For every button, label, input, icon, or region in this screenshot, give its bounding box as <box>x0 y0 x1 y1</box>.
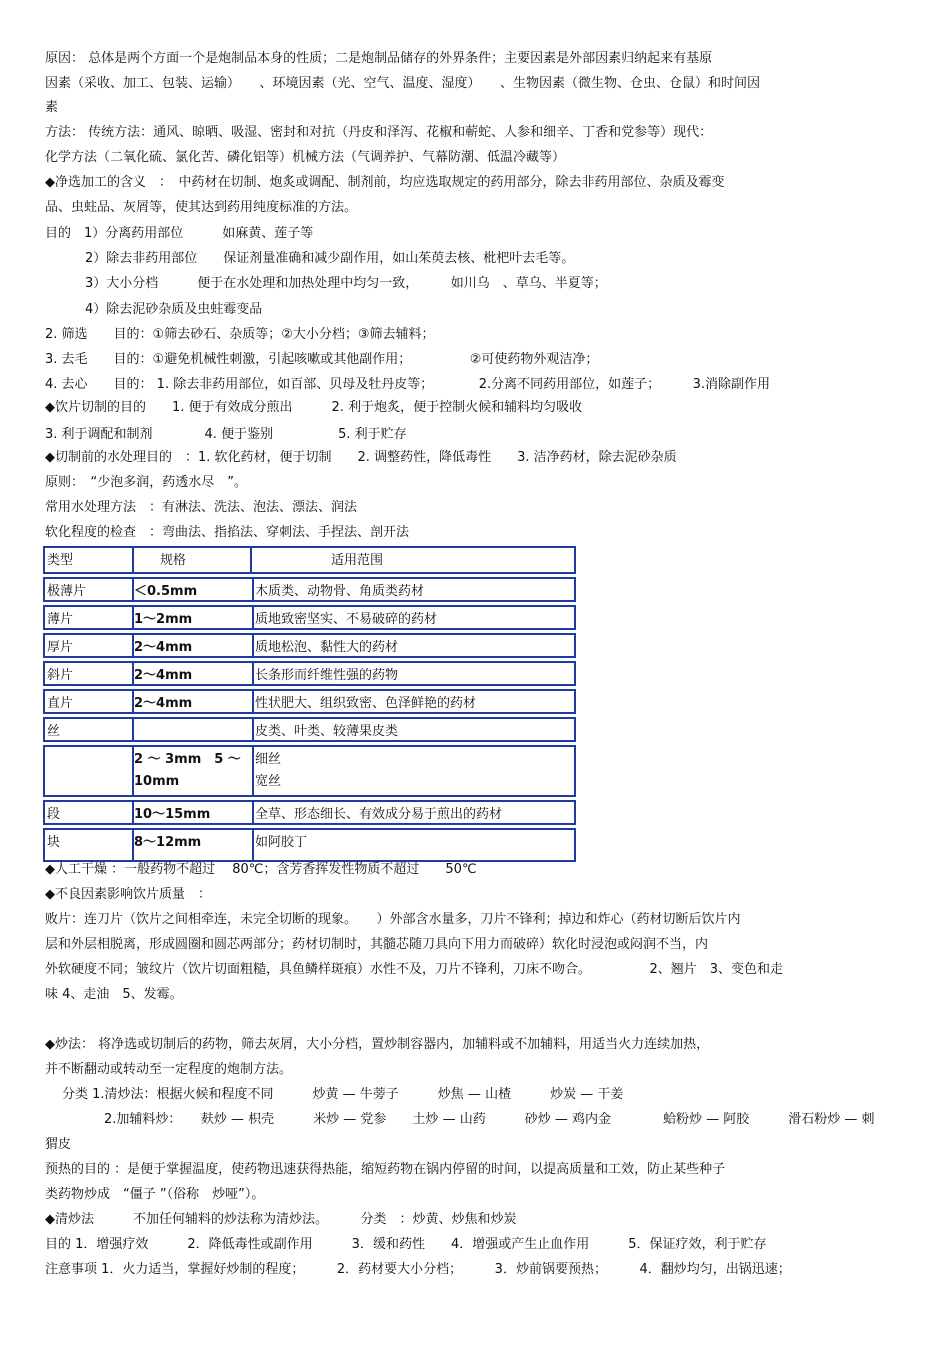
cell-type: 丝 <box>47 719 134 740</box>
cell-spec-line: 2 ～ 3mm 5 ～ <box>134 752 241 767</box>
header-type: 类型 <box>47 548 134 572</box>
header-spec: 规格 <box>134 548 252 572</box>
cell-type: 块 <box>47 830 134 860</box>
cell-use: 长条形而纤维性强的药物 <box>255 668 399 683</box>
table-header-row <box>43 546 576 574</box>
text-line: 软化程度的检查 ：弯曲法、指掐法、穿刺法、手捏法、剖开法 <box>45 525 410 540</box>
text-line: 注意事项 1．火力适当，掌握好炒制的程度； 2．药材要大小分档； 3．炒前锅要预热； 4．翻炒均匀，出锅迅速； <box>45 1262 791 1277</box>
slice-spec-table <box>43 546 576 865</box>
text-line: 方法： 传统方法：通风、晾晒、吸湿、密封和对抗（丹皮和泽泻、花椒和蕲蛇、人参和细辛、丁香和党参等）现代： <box>45 125 713 140</box>
cell-spec <box>134 747 254 795</box>
text-line: 2）除去非药用部位 保证剂量准确和减少副作用，如山茱萸去核、枇杷叶去毛等。 <box>85 251 575 266</box>
table-row <box>43 605 576 630</box>
cell-spec: 2～4mm <box>134 691 254 712</box>
cell-type: 斜片 <box>47 663 134 684</box>
cell-use: 皮类、叶类、较薄果皮类 <box>255 724 399 739</box>
cell-use: 如阿胶丁 <box>255 835 308 850</box>
text-line: 层和外层相脱离，形成圆圈和圆芯两部分；药材切制时，其髓芯随刀具向下用力而破碎）软化时浸泡或闷润不当，内 <box>45 937 709 952</box>
text-line: ◆人工干燥 ：一般药物不超过 80℃；含芳香挥发性物质不超过 50℃ <box>45 862 477 877</box>
cell-use: 全草、形态细长、有效成分易于煎出的药材 <box>255 807 503 822</box>
cell-spec: 8～12mm <box>134 830 254 860</box>
cell-use: 质地松泡、黏性大的药材 <box>255 640 399 655</box>
cell-type: 段 <box>47 802 134 823</box>
text-line: 败片：连刀片（饮片之间相牵连，未完全切断的现象。 ）外部含水量多，刀片不锋利；掉边和炸心（药材切断后饮片内 <box>45 912 741 927</box>
cell-use: 木质类、动物骨、角质类药材 <box>255 584 425 599</box>
cell-use-line: 细丝 <box>255 752 282 767</box>
text-line: ◆清炒法 不加任何辅料的炒法称为清炒法。 分类 ：炒黄、炒焦和炒炭 <box>45 1212 517 1227</box>
cell-spec <box>134 719 254 740</box>
text-line: ◆饮片切制的目的 1. 便于有效成分煎出 2. 利于炮炙，便于控制火候和辅料均匀吸收 <box>45 400 583 415</box>
table-row <box>43 633 576 658</box>
cell-spec: 1～2mm <box>134 607 254 628</box>
text-line: 目的 1）分离药用部位 如麻黄、莲子等 <box>45 226 314 241</box>
text-line: 原因： 总体是两个方面一个是炮制品本身的性质；二是炮制品储存的外界条件；主要因素是外部因素归纳起来有基原 <box>45 51 713 66</box>
table-row <box>43 577 576 602</box>
text-line: 品、虫蛀品、灰屑等，使其达到药用纯度标准的方法。 <box>45 200 358 215</box>
text-line: 外软硬度不同；皱纹片（饮片切面粗糙，具鱼鳞样斑痕）水性不及，刀片不锋利，刀床不吻合。 2、翘片 3、变色和走 <box>45 962 784 977</box>
text-line: 目的 1．增强疗效 2．降低毒性或副作用 3．缓和药性 4．增强或产生止血作用 5．保证疗效，利于贮存 <box>45 1237 767 1252</box>
cell-spec: 2～4mm <box>134 663 254 684</box>
text-line: 2.加辅料炒： 麸炒 — 枳壳 米炒 — 党参 土炒 — 山药 砂炒 — 鸡内金 蛤粉炒 — 阿胶 滑石粉炒 — 刺 <box>104 1112 875 1127</box>
text-line: 猬皮 <box>45 1137 72 1152</box>
cell-use: 质地致密坚实、不易破碎的药材 <box>255 612 438 627</box>
text-line: 类药物炒成 “僵子 ”（俗称 炒哑”）。 <box>45 1187 265 1202</box>
text-line: 常用水处理方法 ：有淋法、洗法、泡法、漂法、润法 <box>45 500 358 515</box>
table-row <box>43 800 576 825</box>
cell-spec: ＜0.5mm <box>134 579 254 600</box>
cell-type: 极薄片 <box>47 579 134 600</box>
table-row <box>43 661 576 686</box>
text-line: 味 4、走油 5、发霉。 <box>45 987 183 1002</box>
cell-type <box>47 747 134 795</box>
text-line: ◆净选加工的含义 ： 中药材在切制、炮炙或调配、制剂前，均应选取规定的药用部分，除去非药用部位、杂质及霉变 <box>45 175 725 190</box>
text-line: ◆不良因素影响饮片质量 ： <box>45 887 211 902</box>
text-line: 4）除去泥砂杂质及虫蛀霉变品 <box>85 302 263 317</box>
text-line: 素 <box>45 100 59 115</box>
header-use: 适用范围 <box>331 553 384 568</box>
table-row <box>43 689 576 714</box>
text-line: 3）大小分档 便于在水处理和加热处理中均匀一致， 如川乌 、草乌、半夏等； <box>85 276 607 291</box>
text-line: ◆炒法： 将净选或切制后的药物，筛去灰屑，大小分档，置炒制容器内，加辅料或不加辅料，用适当火力连续加热， <box>45 1037 710 1052</box>
cell-use: 性状肥大、组织致密、色泽鲜艳的药材 <box>255 696 477 711</box>
cell-spec-line: 10mm <box>134 774 180 789</box>
cell-type: 厚片 <box>47 635 134 656</box>
text-line: 4. 去心 目的： 1. 除去非药用部位，如百部、贝母及牡丹皮等； 2.分离不同药用部位，如莲子； 3.消除副作用 <box>45 377 771 392</box>
cell-spec: 10～15mm <box>134 802 254 823</box>
cell-use <box>255 747 281 795</box>
text-line: 3. 利于调配和制剂 4. 便于鉴别 5. 利于贮存 <box>45 427 407 442</box>
text-line: ◆切制前的水处理目的 ：1. 软化药材，便于切制 2. 调整药性，降低毒性 3. 洁净药材，除去泥砂杂质 <box>45 450 677 465</box>
cell-spec: 2～4mm <box>134 635 254 656</box>
cell-type: 直片 <box>47 691 134 712</box>
text-line: 2. 筛选 目的：①筛去砂石、杂质等；②大小分档；③筛去辅料； <box>45 327 435 342</box>
text-line: 原则： “少泡多润，药透水尽 ”。 <box>45 475 247 490</box>
text-line: 预热的目的 ：是便于掌握温度，使药物迅速获得热能，缩短药物在锅内停留的时间，以提高质量和工效，防止某些种子 <box>45 1162 726 1177</box>
text-line: 化学方法（二氧化硫、氯化苦、磷化铝等）机械方法（气调养护、气幕防潮、低温冷藏等） <box>45 150 566 165</box>
cell-type: 薄片 <box>47 607 134 628</box>
table-row <box>43 828 576 862</box>
table-row <box>43 717 576 742</box>
cell-use-line: 宽丝 <box>255 774 282 789</box>
text-line: 因素（采收、加工、包装、运输） 、环境因素（光、空气、温度、湿度） 、生物因素（微生物、仓虫、仓鼠）和时间因 <box>45 76 761 91</box>
table-row <box>43 745 576 797</box>
text-line: 并不断翻动或转动至一定程度的炮制方法。 <box>45 1062 293 1077</box>
text-line: 分类 1.清炒法：根据火候和程度不同 炒黄 — 牛蒡子 炒焦 — 山楂 炒炭 — 干姜 <box>62 1087 624 1102</box>
text-line: 3. 去毛 目的：①避免机械性刺激，引起咳嗽或其他副作用； ②可使药物外观洁净； <box>45 352 599 367</box>
